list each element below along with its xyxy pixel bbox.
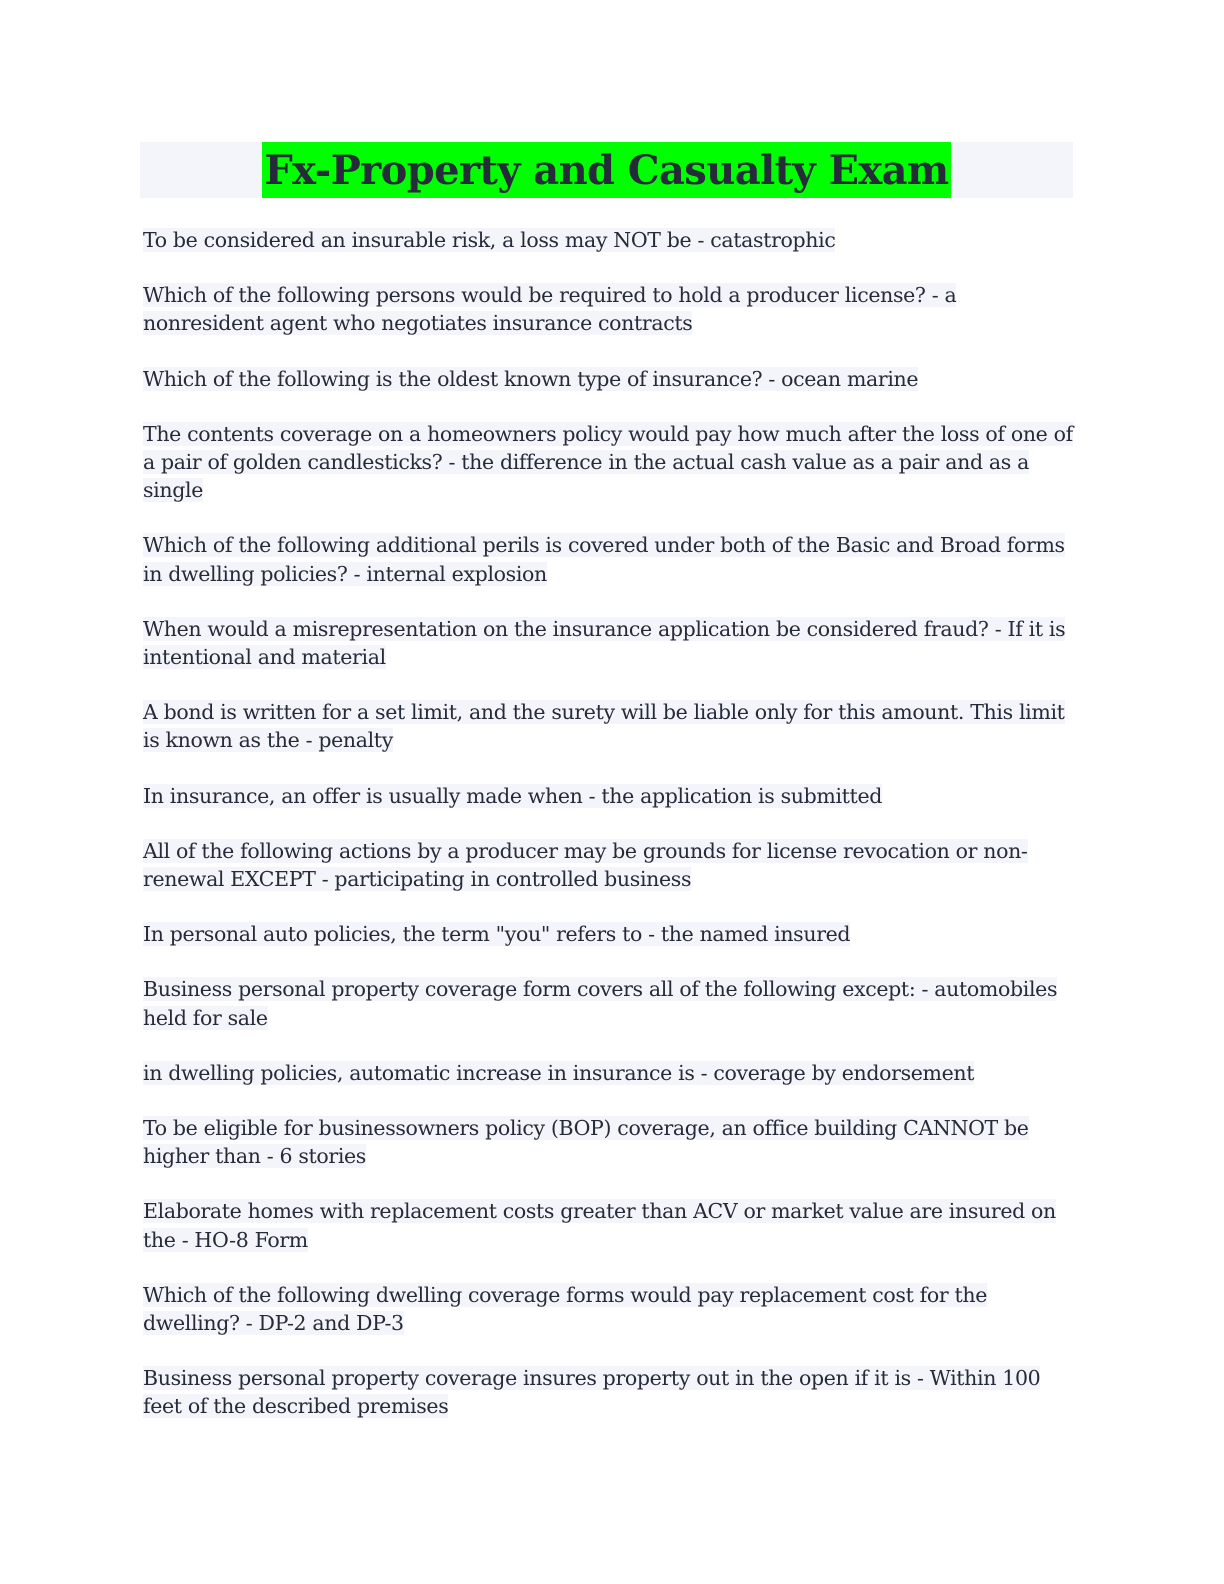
document-title: Fx-Property and Casualty Exam [262,142,950,198]
qa-text: Business personal property coverage insures property out in the open if it is - Within 100 feet of the described premises [143,1366,1041,1419]
qa-text: To be eligible for businessowners policy (BOP) coverage, an office building CANNOT be higher than - 6 stories [143,1116,1029,1169]
list-item [143,1197,1073,1253]
qa-text: in dwelling policies, automatic increase in insurance is - coverage by endorsement [143,1060,975,1085]
list-item [143,1364,1073,1420]
list-item [143,920,1073,948]
list-item [143,698,1073,754]
qa-text: All of the following actions by a producer may be grounds for license revocation or non-renewal EXCEPT - participating in controlled business [143,838,1028,892]
list-item [143,281,1073,337]
list-item [143,365,1073,393]
qa-text: The contents coverage on a homeowners policy would pay how much after the loss of one of a pair of golden candlesticks? - the difference in the actual cash value as a pair and as a single [143,421,1073,503]
qa-text: In insurance, an offer is usually made when - the application is submitted [143,783,882,808]
list-item [143,1281,1073,1337]
list-item [143,837,1073,893]
list-item [143,615,1073,671]
qa-text: A bond is written for a set limit, and the surety will be liable only for this amount. This limit is known as the - penalty [143,700,1065,753]
qa-text: When would a misrepresentation on the insurance application be considered fraud? - If it is intentional and material [143,616,1066,670]
qa-text: Which of the following is the oldest known type of insurance? - ocean marine [143,366,919,391]
title-band [140,142,1073,198]
list-item [143,531,1073,587]
qa-text: Which of the following dwelling coverage forms would pay replacement cost for the dwelling? - DP-2 and DP-3 [143,1282,988,1336]
list-item [143,975,1073,1031]
qa-text: In personal auto policies, the term "you" refers to - the named insured [143,922,851,947]
list-item [143,420,1073,505]
list-item [143,782,1073,810]
question-answer-list [143,226,1073,1448]
qa-text: To be considered an insurable risk, a loss may NOT be - catastrophic [143,228,836,252]
list-item [143,1114,1073,1170]
qa-text: Elaborate homes with replacement costs greater than ACV or market value are insured on the - HO-8 Form [143,1199,1056,1252]
qa-text: Which of the following persons would be required to hold a producer license? - a nonresident agent who negotiates insurance contracts [143,283,957,336]
list-item [143,226,1073,254]
list-item [143,1059,1073,1087]
qa-text: Which of the following additional perils is covered under both of the Basic and Broad forms in dwelling policies? - internal explosion [143,533,1065,586]
qa-text: Business personal property coverage form covers all of the following except: - automobiles held for sale [143,977,1058,1030]
